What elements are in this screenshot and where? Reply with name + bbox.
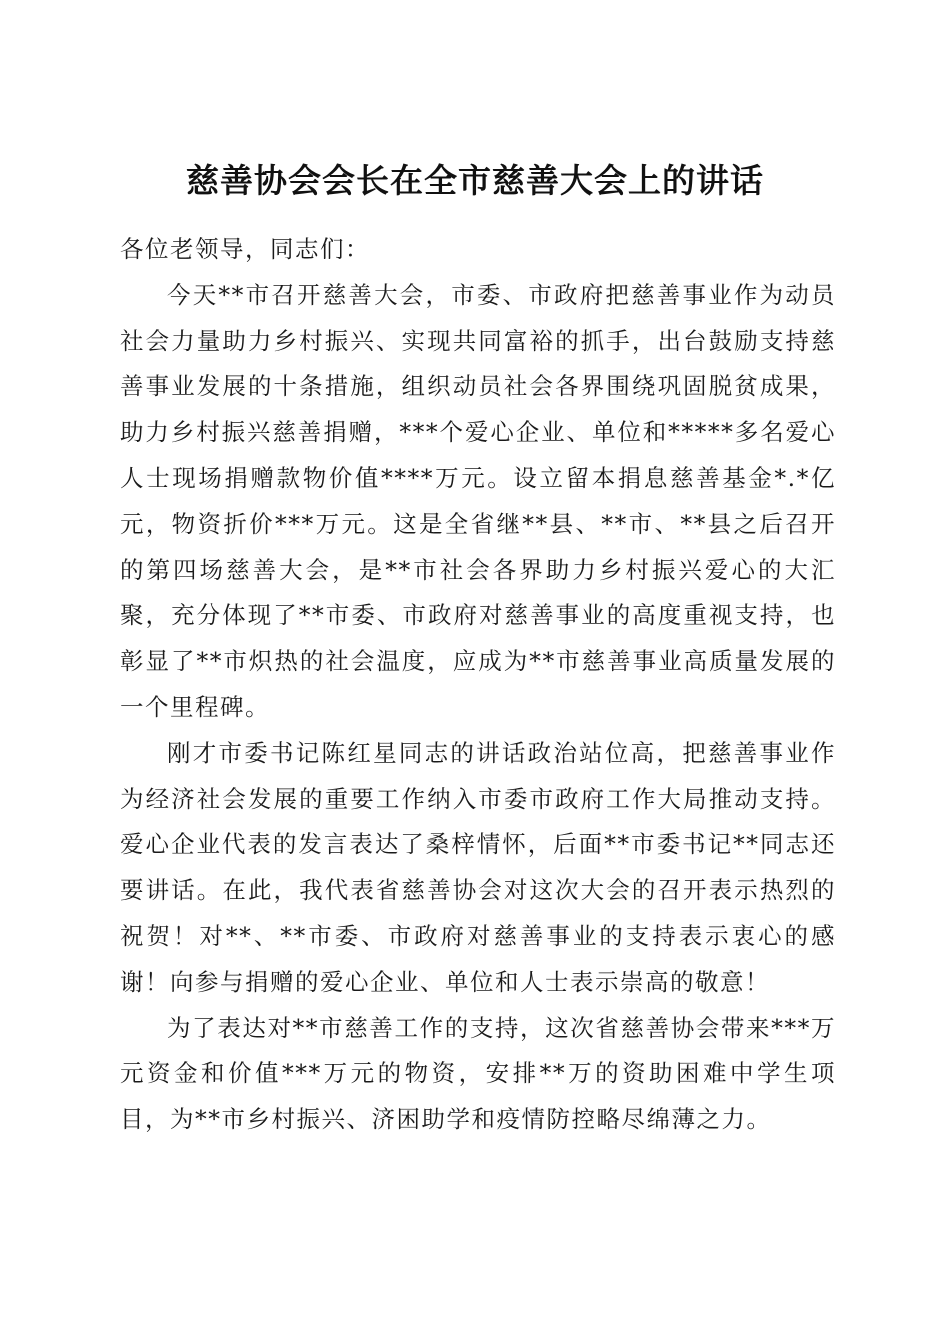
- paragraph-3: 为了表达对**市慈善工作的支持，这次省慈善协会带来***万元资金和价值***万元的物资，安排**万的资助困难中学生项目，为**市乡村振兴、济困助学和疫情防控略尽绵薄之力。: [120, 1013, 836, 1134]
- salutation: 各位老领导，同志们：: [120, 235, 370, 263]
- document-title: 慈善协会会长在全市慈善大会上的讲话: [186, 161, 764, 201]
- document-body: [120, 227, 836, 1143]
- paragraph-2: 刚才市委书记陈红星同志的讲话政治站位高，把慈善事业作为经济社会发展的重要工作纳入市委市政府工作大局推动支持。爱心企业代表的发言表达了桑梓情怀，后面**市委书记**同志还要讲话。在此，我代表省慈善协会对这次大会的召开表示热烈的祝贺！对**、**市委、市政府对慈善事业的支持表示衷心的感谢！向参与捐赠的爱心企业、单位和人士表示崇高的敬意！: [120, 738, 836, 996]
- paragraph-1: 今天**市召开慈善大会，市委、市政府把慈善事业作为动员社会力量助力乡村振兴、实现共同富裕的抓手，出台鼓励支持慈善事业发展的十条措施，组织动员社会各界围绕巩固脱贫成果，助力乡村振兴慈善捐赠，***个爱心企业、单位和*****多名爱心人士现场捐赠款物价值****万元。设立留本捐息慈善基金*.*亿元，物资折价***万元。这是全省继**县、**市、**县之后召开的第四场慈善大会，是**市社会各界助力乡村振兴爱心的大汇聚，充分体现了**市委、市政府对慈善事业的高度重视支持，也彰显了**市炽热的社会温度，应成为**市慈善事业高质量发展的一个里程碑。: [120, 280, 836, 721]
